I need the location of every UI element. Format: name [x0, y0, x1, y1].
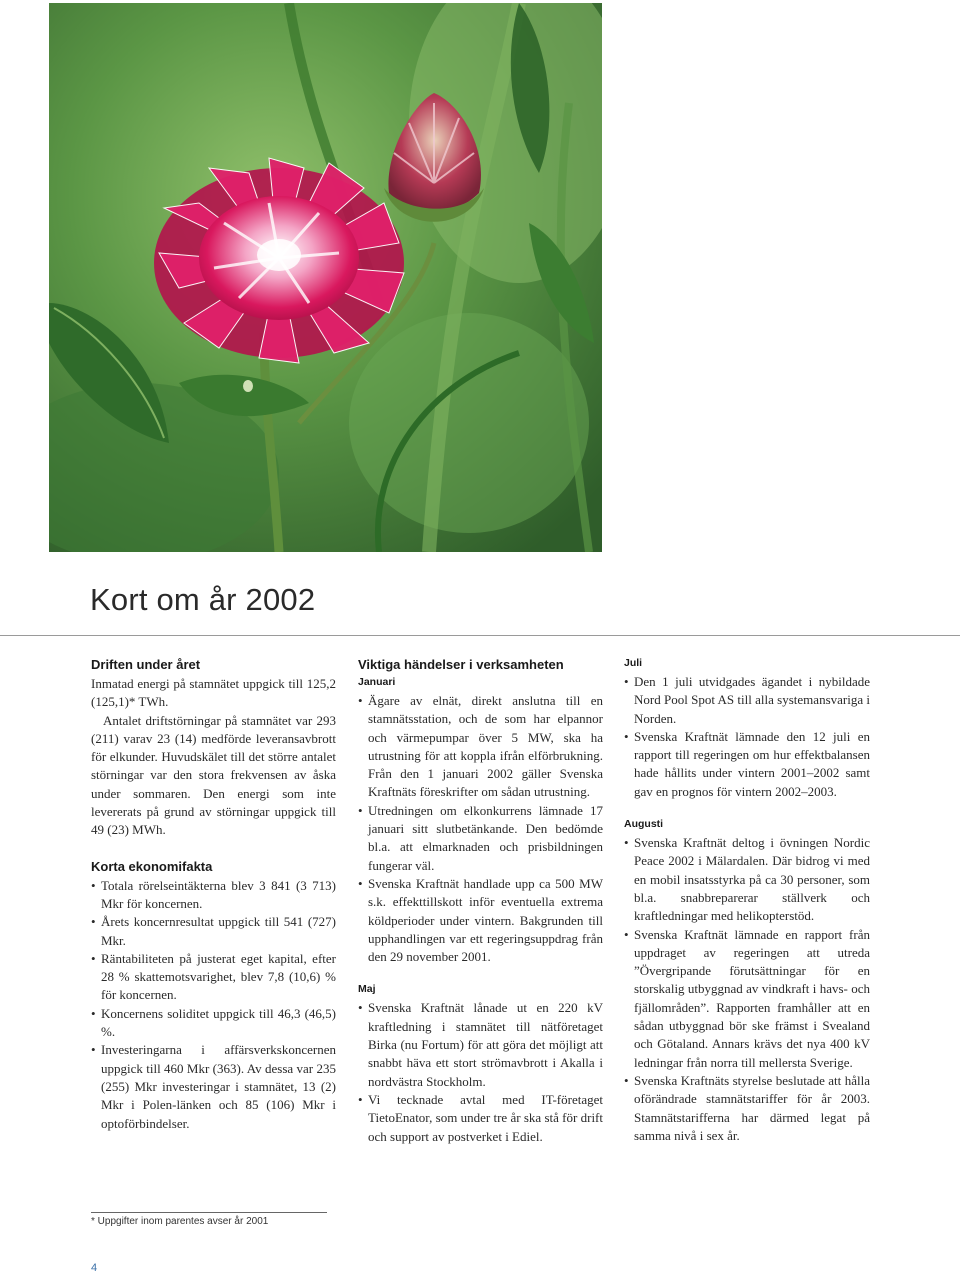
list-item: • Svenska Kraftnät deltog i övningen Nordic Peace 2002 i Mälardalen. Där bidrog vi med en mobil insatsstyrka på ca 30 personer, som bl.a. snabbreparerar ställverk och kraftledningar med helikopterstöd.: [624, 834, 870, 925]
juli-list: [624, 673, 870, 801]
heading-driften: Driften under året: [91, 657, 201, 672]
list-item: • Svenska Kraftnät lämnade den 12 juli en rapport till regeringen om hur effektbalansen hade hållits under vintern 2001–2002 samt gav en prognos för vintern 2002–2003.: [624, 728, 870, 801]
list-item: • Vi tecknade avtal med IT-företaget TietoEnator, som under tre år ska stå för drift och support av postverket i Ediel.: [358, 1091, 603, 1146]
month-januari: Januari: [358, 676, 396, 688]
month-juli: Juli: [624, 657, 643, 669]
list-item: • Koncernens soliditet uppgick till 46,3 (46,5) %.: [91, 1005, 336, 1042]
page-title: Kort om år 2002: [90, 582, 316, 617]
column-handelser-2: [624, 656, 870, 1145]
paragraph-driftstorningar: Antalet driftstörningar på stamnätet var 293 (211) varav 23 (14) medförde leveransavbrott för elkunder. Huvudskälet till det större antalet störningar var den stora frekvensen av åska under sommaren. Den energi som inte levererats på grund av störningar uppgick till 49 (23) MWh.: [91, 712, 336, 838]
month-maj: Maj: [358, 983, 376, 996]
heading-korta-ekonomifakta: Korta ekonomifakta: [91, 858, 213, 874]
ekonomifakta-list: [91, 877, 336, 1133]
list-item: • Räntabiliteten på justerat eget kapital, efter 28 % skattemotsvarighet, blev 7,8 (10,6) % för koncernen.: [91, 950, 336, 1005]
list-item: • Totala rörelseintäkterna blev 3 841 (3 713) Mkr för koncernen.: [91, 877, 336, 914]
list-item: • Svenska Kraftnät lämnade en rapport från uppdraget av regeringen att utreda ”Övergripande förutsättningar för en storskalig utbyggnad av vindkraft i havs- och fjällområden”. Rapporten framhåller att en sådan utbyggnad bör ske främst i Svealand och Götaland. Annars krävs det nya 400 kV ledningar från norra till mellersta Sverige.: [624, 926, 870, 1072]
column-handelser-1: [358, 656, 603, 1146]
paragraph-inmatad-energi: Inmatad energi på stamnätet uppgick till 125,2 (125,1)* TWh.: [91, 676, 336, 710]
column-drift-ekonomi: [91, 656, 336, 1133]
list-item: • Svenska Kraftnäts styrelse beslutade att hålla oförändrade stamnätstariffer för år 2003. Stamnätstarifferna har därmed legat på samma nivå i sex år.: [624, 1072, 870, 1145]
list-item: • Investeringarna i affärsverkskoncernen uppgick till 460 Mkr (363). Av dessa var 235 (255) Mkr investeringar i stamnätet, 13 (2) Mkr i Polen-länken och 85 (106) Mkr i optoförbindelser.: [91, 1041, 336, 1132]
list-item: • Den 1 juli utvidgades ägandet i nybildade Nord Pool Spot AS till alla systemansvariga i Norden.: [624, 673, 870, 728]
clover-flower-photo: [49, 3, 602, 552]
januari-list: [358, 692, 603, 966]
augusti-list: [624, 834, 870, 1145]
footnote: * Uppgifter inom parentes avser år 2001: [91, 1216, 269, 1227]
maj-list: [358, 999, 603, 1145]
list-item: • Utredningen om elkonkurrens lämnade 17 januari sitt slutbetänkande. Den bedömde bl.a. att elmarknaden och prisbildningen fungerar väl.: [358, 802, 603, 875]
list-item: • Svenska Kraftnät lånade ut en 220 kV kraftledning i stamnätet till nätföretaget Birka (nu Fortum) för att göra det möjligt att snabbt häva ett stort strömavbrott i Akalla i nordvästra Stockholm.: [358, 999, 603, 1090]
footnote-divider: [91, 1212, 327, 1213]
page-number: 4: [91, 1262, 98, 1274]
list-item: • Svenska Kraftnät handlade upp ca 500 MW s.k. effekttillskott inför eventuella extrema köldperioder under vintern. Bakgrunden till upphandlingen var ett regeringsuppdrag från den 29 november 2001.: [358, 875, 603, 966]
list-item: • Ägare av elnät, direkt anslutna till en stamnätsstation, och de som har elpannor och värmepumpar över 5 MW, ska ha utrustning för att koppla ifrån elförbrukning. Från den 1 januari 2002 gäller Svenska Kraftnäts föreskrifter om sådan utrustning.: [358, 692, 603, 802]
month-augusti: Augusti: [624, 818, 664, 831]
list-item: • Årets koncernresultat uppgick till 541 (727) Mkr.: [91, 913, 336, 950]
header-divider: [0, 635, 960, 636]
heading-viktiga-handelser: Viktiga händelser i verksamheten: [358, 657, 564, 672]
